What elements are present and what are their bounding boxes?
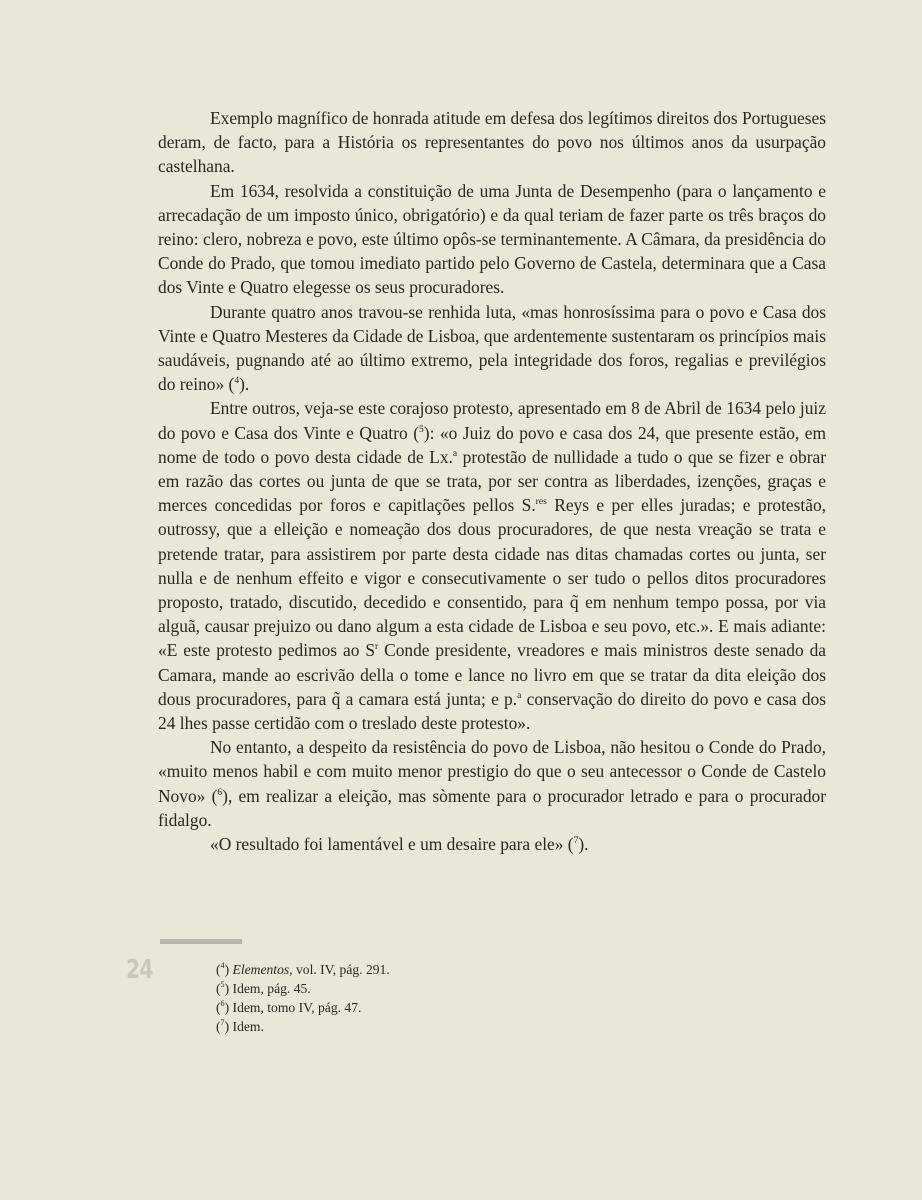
page-number: 24: [126, 955, 153, 985]
footnote-title: Elementos,: [232, 962, 293, 977]
footnote-ref: 6: [217, 786, 223, 798]
paragraph-text: No entanto, a despeito da resistência do povo de Lisboa, não hesitou o Conde do Prado, «muito menos habil e com muito menor prestigio do que o seu antecessor o Conde de Castelo Novo» (: [158, 737, 826, 806]
footnote-number: 4: [220, 960, 225, 970]
paragraph-text: conservação do direito do povo e casa dos 24 lhes passe certidão com o treslado deste protesto».: [158, 688, 826, 734]
paren: ): [224, 1019, 230, 1034]
footnote-text: Idem, tomo IV, pág. 47.: [229, 1000, 362, 1015]
paragraph: [158, 735, 826, 832]
footnote: [216, 1017, 636, 1036]
footnote-number: 7: [220, 1017, 225, 1027]
footnote-text: vol. IV, pág. 291.: [292, 962, 390, 977]
paragraph-text: ), em realizar a eleição, mas sòmente para o procurador letrado e para o procurador fidalgo.: [158, 785, 826, 830]
abbreviation-superscript: a: [517, 689, 522, 701]
paragraph: [158, 106, 826, 179]
paragraph-text: Entre outros, veja-se este corajoso protesto, apresentado em 8 de Abril de 1634 pelo juiz do povo e Casa dos Vinte e Quatro (: [158, 398, 826, 443]
footnote-ref: 4: [234, 375, 240, 387]
footnote: [216, 979, 636, 998]
footnote-separator: [160, 939, 242, 944]
paragraph-text: «O resultado foi lamentável e um desaire para ele» (: [210, 834, 574, 855]
footnote-text: Idem.: [229, 1019, 264, 1034]
paren: (: [216, 1019, 221, 1034]
footnote-text: Idem, pág. 45.: [229, 981, 311, 996]
paragraph-text: Em 1634, resolvida a constituição de uma Junta de Desempenho (para o lançamento e arrecadação de um imposto único, obrigatório) e da qual teriam de fazer parte os três braços do reino: clero, nobreza e povo, este último opôs-se terminantemente. A Câmara, da presidência do Conde do Prado, que tomou imediato partido pelo Governo de Castela, determinara que a Casa dos Vinte e Quatro elegesse os seus procuradores.: [158, 180, 826, 298]
main-text: [158, 106, 826, 856]
paren: ): [224, 981, 230, 996]
paragraph: [158, 300, 826, 397]
footnote-ref: 7: [573, 834, 579, 846]
paragraph-text: ): «o Juiz do povo e casa dos 24, que presente estão, em nome de todo o povo desta cidade de Lx.: [158, 422, 826, 467]
footnote-ref: 5: [419, 423, 424, 435]
footnote: [216, 998, 636, 1017]
paragraph-text: ).: [239, 374, 250, 395]
paragraph-text: protestão de nullidade a tudo o que se fizer e obrar em razão das cortes ou junta de que se trata, por ser contra as liberdades, izenções, graças e merces concedidas por foros e capitlações pellos S.: [158, 446, 827, 516]
paragraph: [158, 396, 826, 735]
abbreviation-superscript: a: [452, 447, 458, 459]
paren: ): [224, 1000, 230, 1015]
abbreviation-superscript: r: [375, 641, 379, 653]
paragraph-text: Durante quatro anos travou-se renhida luta, «mas honrosíssima para o povo e Casa dos Vinte e Quatro Mesteres da Cidade de Lisboa, que ardentemente sustentaram os princípios mais saudáveis, pugnando até ao último extremo, pela integridade dos foros, regalias e previlégios do reino» (: [158, 301, 826, 395]
footnotes: [216, 960, 636, 1036]
paragraph-text: Exemplo magnífico de honrada atitude em defesa dos legítimos direitos dos Portugueses deram, de facto, para a História os representantes do povo nos últimos anos da usurpação castelhana.: [158, 108, 826, 177]
paren: ): [224, 962, 230, 977]
paragraph-text: ).: [578, 834, 589, 855]
paragraph: [158, 179, 826, 300]
paren: (: [216, 1000, 221, 1015]
footnote-number: 5: [220, 979, 225, 989]
paragraph: [158, 832, 826, 856]
paragraph-text: Reys e per elles juradas; e protestão, outrossy, que a elleição e nomeação dos dous procuradores, de que nesta vreação se trata e pretende tratar, para assistirem por parte desta cidade nas ditas chamadas cortes ou junta, ser nulla e de nenhum effeito e vigor e consecutivamente o ser tudo o pellos ditos procuradores proposto, tratado, discutido, decedido e consentido, para q̃ em nenhum tempo possa, por via alguã, causar prejuizo ou dano algum a esta cidade de Lisboa e seu povo, etc.». E mais adiante: «E este protesto pedimos ao S: [158, 495, 826, 661]
paren: (: [216, 962, 221, 977]
abbreviation-superscript: res: [535, 496, 547, 508]
paren: (: [216, 981, 221, 996]
footnote: [216, 960, 636, 979]
paragraph-text: Conde presidente, vreadores e mais ministros deste senado da Camara, mande ao escrivão della o tome e lance no livro em que se tratar da dita eleição dos dous procuradores, para q̃ a camara está junta; e p.: [158, 640, 826, 709]
footnote-number: 6: [220, 998, 225, 1008]
